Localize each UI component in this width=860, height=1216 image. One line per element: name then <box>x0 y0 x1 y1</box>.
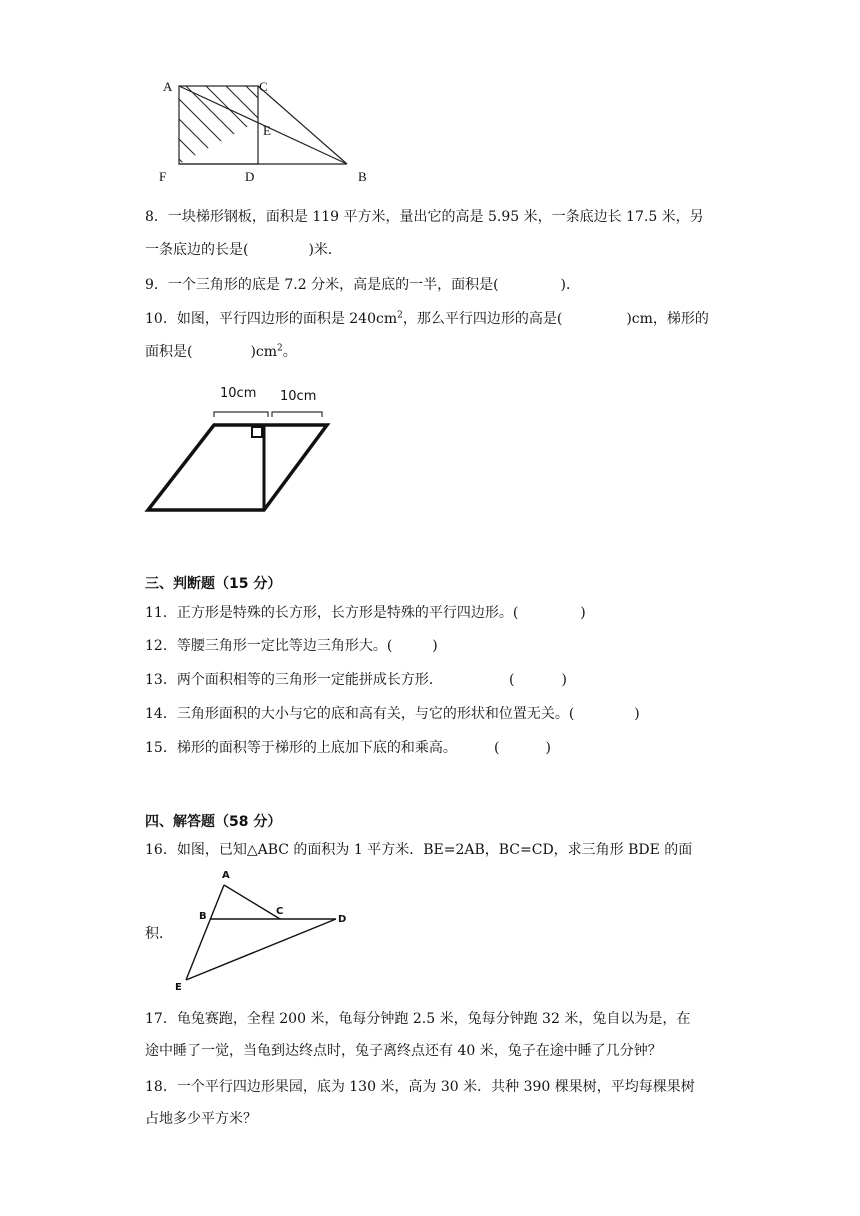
question-8-prefix: 一条底边的长是( <box>145 242 249 258</box>
question-12-text: 12．等腰三角形一定比等边三角形大。( <box>145 638 393 654</box>
label-e: E <box>263 123 271 138</box>
question-15-text: 15．梯形的面积等于梯形的上底加下底的和乘高。 <box>145 740 457 756</box>
question-11-close: ) <box>580 605 586 621</box>
question-17-line2: 途中睡了一觉，当龟到达终点时，兔子离终点还有 40 米，兔子在途中睡了几分钟？ <box>145 1043 662 1059</box>
question-10-line2-unit: )cm <box>250 344 278 360</box>
question-16-line2: 积． <box>145 926 173 942</box>
question-18-line1: 18．一个平行四边形果园，底为 130 米，高为 30 米．共种 390 棵果树，平均每棵果树 <box>145 1079 695 1095</box>
question-17-line1: 17．龟兔赛跑，全程 200 米，龟每分钟跑 2.5 米，兔每分钟跑 32 米，兔自以为是，在 <box>145 1011 691 1027</box>
label-f: F <box>159 169 167 184</box>
section-4-title: 四、解答题（58 分） <box>145 814 282 830</box>
question-15-open: ( <box>494 740 500 756</box>
question-10-prefix: 10．如图，平行四边形的面积是 240cm <box>145 311 398 327</box>
question-9-prefix: 9．一个三角形的底是 7.2 分米，高是底的一半，面积是( <box>145 277 499 293</box>
label-b: B <box>358 169 367 184</box>
section-3-title: 三、判断题（15 分） <box>145 576 282 592</box>
question-14-text: 14．三角形面积的大小与它的底和高有关，与它的形状和位置无关。( <box>145 706 575 722</box>
label-d: D <box>338 914 347 925</box>
dimension-right: 10cm <box>280 389 317 404</box>
question-13-open: ( <box>509 672 515 688</box>
question-9-suffix: )． <box>560 277 581 293</box>
question-10-mid: ，那么平行四边形的高是( <box>402 311 563 327</box>
question-13-close: ) <box>561 672 567 688</box>
question-16-line1: 16．如图，已知△ABC 的面积为 1 平方米．BE=2AB，BC=CD，求三角形 BDE 的面 <box>145 842 693 858</box>
dimension-left: 10cm <box>220 386 257 401</box>
squared-superscript-2: 2 <box>277 343 283 354</box>
question-10-line2-end: 。 <box>282 344 297 360</box>
label-c: C <box>276 906 284 917</box>
question-11-text: 11．正方形是特殊的长方形，长方形是特殊的平行四边形。( <box>145 605 519 621</box>
label-c: C <box>259 79 268 94</box>
question-14-close: ) <box>634 706 640 722</box>
question-12-close: ) <box>432 638 438 654</box>
question-18-line2: 占地多少平方米？ <box>145 1111 257 1127</box>
label-e: E <box>175 982 182 993</box>
question-10-suffix: )cm，梯形的 <box>626 311 709 327</box>
label-b: B <box>199 911 207 922</box>
label-a: A <box>222 870 230 881</box>
label-d: D <box>245 169 255 184</box>
question-10-line2-prefix: 面积是( <box>145 344 193 360</box>
label-a: A <box>163 79 173 94</box>
question-8-line1: 8．一块梯形钢板，面积是 119 平方米，量出它的高是 5.95 米，一条底边长 17.5 米，另 <box>145 209 704 225</box>
squared-superscript: 2 <box>397 310 403 321</box>
question-13-text: 13．两个面积相等的三角形一定能拼成长方形． <box>145 672 443 688</box>
question-8-suffix: )米． <box>308 242 342 258</box>
question-15-close: ) <box>545 740 551 756</box>
